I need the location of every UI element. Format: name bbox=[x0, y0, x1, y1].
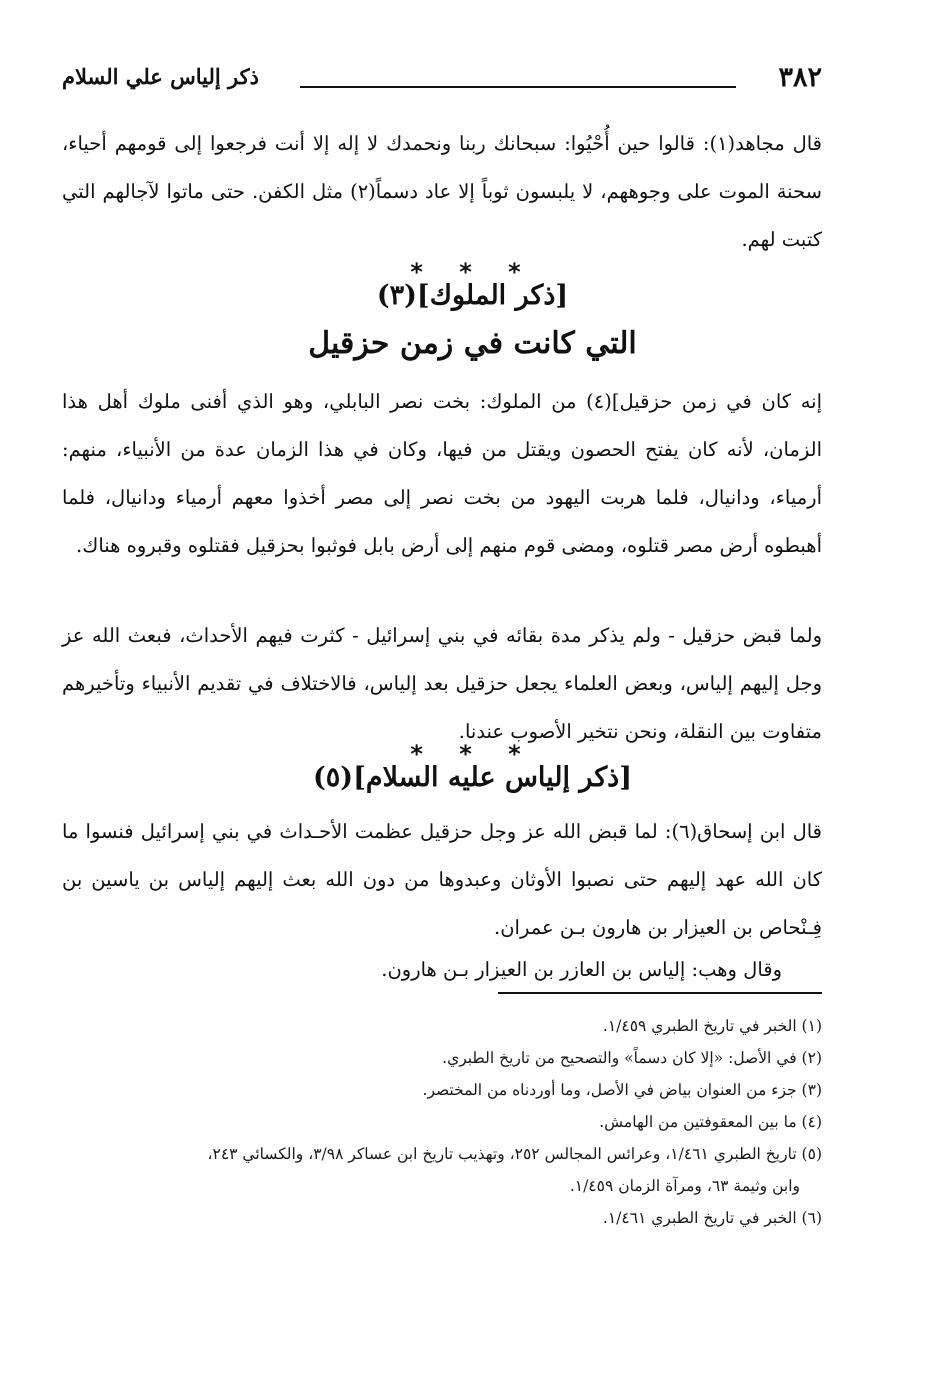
footnote-5 bbox=[62, 1138, 822, 1202]
paragraph-hizqil bbox=[62, 612, 822, 756]
paragraph-mujahid bbox=[62, 120, 822, 264]
footnote-5-line-2: وابن وثيمة ٦٣، ومرآة الزمان ١/٤٥٩. bbox=[569, 1177, 800, 1195]
page-header bbox=[62, 62, 822, 102]
footnote-2: (٢) في الأصل: «إلا كان دسماً» والتصحيح من تاريخ الطبري. bbox=[442, 1049, 822, 1067]
paragraph-wahb bbox=[62, 946, 822, 994]
running-title: ذكر إلياس علي السلام bbox=[62, 64, 259, 89]
footnote-5-line-1: (٥) تاريخ الطبري ١/٤٦١، وعرائس المجالس ٢٥٢، وتهذيب تاريخ ابن عساكر ٣/٩٨، والكسائي ٢٤٣، bbox=[207, 1145, 822, 1163]
header-rule bbox=[300, 86, 736, 88]
footnote-6: (٦) الخبر في تاريخ الطبري ١/٤٦١. bbox=[602, 1209, 822, 1227]
footnote-1: (١) الخبر في تاريخ الطبري ١/٤٥٩. bbox=[602, 1017, 822, 1035]
section-heading-kings: [ذكر الملوك](٣) bbox=[376, 280, 569, 311]
separator-stars: * * * bbox=[410, 258, 535, 286]
paragraph-text: وقال وهب: إلياس بن العازر بن العيزار بـن هارون. bbox=[381, 958, 782, 981]
paragraph-ibn-ishaq bbox=[62, 808, 822, 952]
paragraph-kings bbox=[62, 378, 822, 570]
section-heading-ilyas: [ذكر إلياس عليه السلام](٥) bbox=[313, 762, 632, 793]
paragraph-text: قال ابن إسحاق(٦): لما قبض الله عز وجل حزقيل عظمت الأحـداث في بني إسرائيل فنسوا ما كان الله عهد إليهم حتى نصبوا الأوثان وعبدوها من دون الله بعث إليهم إلياس بن ياسين بن فِـنْحاص بن العيزار بن هارون بـن عمران. bbox=[62, 820, 823, 939]
footnote-rule bbox=[498, 992, 822, 994]
page-number: ٣٨٢ bbox=[778, 62, 822, 93]
section-subheading-kings: التي كانت في زمن حزقيل bbox=[308, 326, 637, 361]
paragraph-text: إنه كان في زمن حزقيل](٤) من الملوك: بخت نصر البابلي، وهو الذي أفنى ملوك أهل هذا الزمان، لأنه كان يفتح الحصون ويقتل من فيها، وكان في هذا الزمان عدة من الأنبياء، منهم: أرمياء، ودانيال، فلما هربت اليهود من بخت نصر إلى مصر أخذوا معهم أرمياء ودانيال، فلما أهبطوه أرض مصر قتلوه، ومضى قوم منهم إلى أرض بابل فوثبوا بحزقيل فقتلوه وقبروه هناك. bbox=[62, 390, 823, 557]
footnote-4: (٤) ما بين المعقوفتين من الهامش. bbox=[599, 1113, 822, 1131]
footnotes bbox=[62, 1010, 822, 1234]
footnote-3: (٣) جزء من العنوان بياض في الأصل، وما أوردناه من المختصر. bbox=[422, 1081, 822, 1099]
paragraph-text: قال مجاهد(١): قالوا حين أُحْيُوا: سبحانك ربنا ونحمدك لا إله إلا أنت فرجعوا إلى قومهم أحياء، سحنة الموت على وجوههم، لا يلبسون ثوباً إلا عاد دسماً(٢) مثل الكفن. حتى ماتوا لآجالهم التي كتبت لهم. bbox=[62, 132, 823, 251]
paragraph-text: ولما قبض حزقيل - ولم يذكر مدة بقائه في بني إسرائيل - كثرت فيهم الأحداث، فبعث الله عز وجل إليهم إلياس، وبعض العلماء يجعل حزقيل بعد إلياس، فالاختلاف في تقديم الأنبياء وتأخيرهم متفاوت بين النقلة، ونحن نتخير الأصوب عندنا. bbox=[62, 624, 822, 743]
separator-stars: * * * bbox=[410, 740, 535, 768]
